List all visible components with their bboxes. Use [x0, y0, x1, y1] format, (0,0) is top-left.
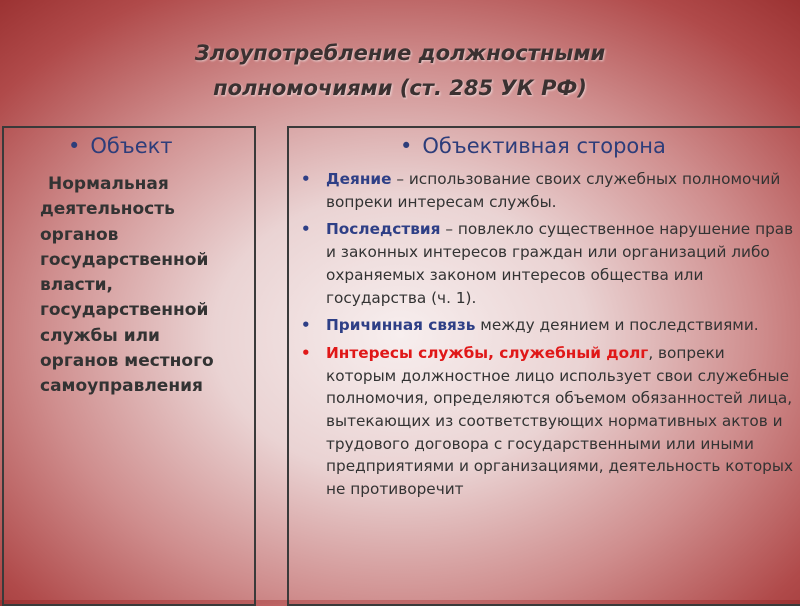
objective-side-header-text: Объективная сторона — [422, 134, 666, 158]
objective-side-header — [400, 134, 666, 158]
bullet-icon: • — [301, 343, 311, 362]
term-act: Деяние — [326, 170, 392, 188]
object-line: деятельность — [40, 199, 175, 220]
object-panel — [2, 126, 256, 606]
item-text: – использование своих служебных полномочий вопреки интересам службы. — [326, 170, 781, 211]
item-text: – повлекло существенное нарушение прав и законных интересов граждан или организаций либо охраняемых законом интересов общества или государства (ч. 1). — [326, 220, 794, 307]
slide-title-line-2: полномочиями (ст. 285 УК РФ) — [213, 76, 587, 100]
slide-title-line-1: Злоупотребление должностными — [194, 41, 606, 65]
list-item-consequences — [299, 218, 799, 309]
bullet-icon: • — [301, 316, 311, 335]
object-line: власти, — [40, 275, 113, 296]
term-service-interests: Интересы службы, служебный долг — [326, 343, 649, 362]
object-line: Нормальная — [48, 174, 169, 194]
bullet-icon: • — [301, 220, 311, 239]
object-line: государственной — [40, 300, 209, 321]
item-text: , вопреки которым должностное лицо использует свои служебные полномочия, определяются объемом обязанностей лица, вытекающих из соответствующих нормативных актов и трудового договора с государственными или иными предприятиями и организациями, деятельность которых не противоречит — [326, 343, 794, 499]
bullet-icon: • — [400, 134, 413, 158]
object-line: государственной — [40, 249, 209, 270]
object-header-text: Объект — [90, 134, 173, 158]
object-description — [40, 172, 252, 400]
objective-side-list — [299, 168, 799, 506]
term-causal-link: Причинная связь — [326, 316, 476, 335]
term-consequences: Последствия — [326, 220, 441, 239]
object-line: органов местного — [40, 351, 214, 372]
objective-side-panel — [287, 126, 800, 606]
object-line: самоуправления — [40, 376, 203, 397]
bullet-icon: • — [301, 170, 311, 188]
list-item-service-interests — [299, 342, 799, 501]
item-text: между деянием и последствиями. — [475, 316, 759, 335]
slide-title — [0, 36, 800, 106]
list-item-causal-link — [299, 314, 799, 337]
object-header — [68, 134, 173, 158]
object-line: службы или — [40, 325, 160, 346]
bullet-icon: • — [68, 134, 81, 158]
list-item-act — [299, 168, 799, 213]
object-line: органов — [40, 224, 119, 245]
